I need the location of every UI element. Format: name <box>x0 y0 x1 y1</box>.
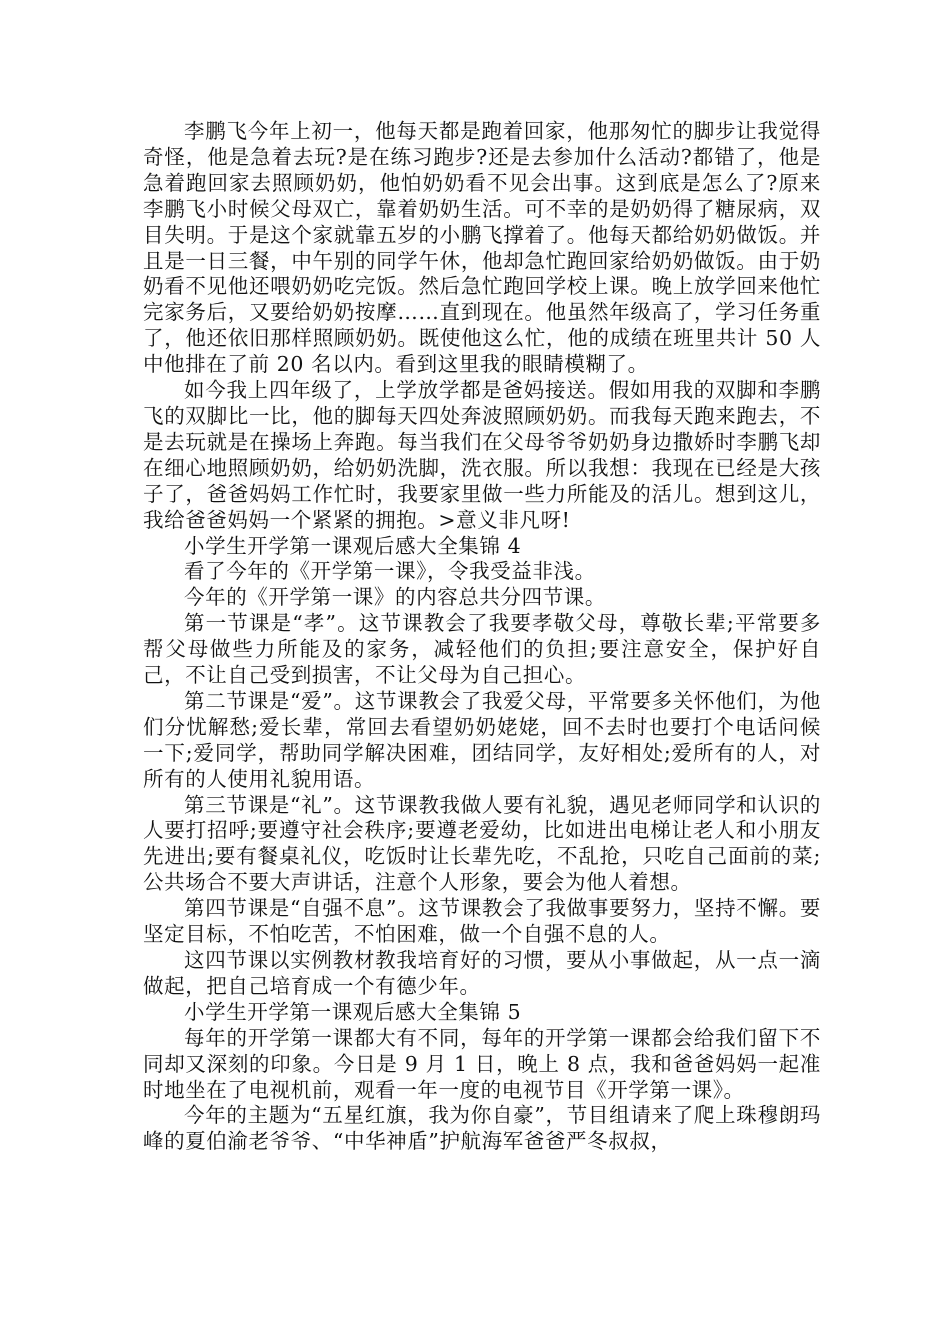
paragraph: 每年的开学第一课都大有不同，每年的开学第一课都会给我们留下不同却又深刻的印象。今日是 9 月 1 日，晚上 8 点，我和爸爸妈妈一起准时地坐在了电视机前，观看一年一度的电视节目《开学第一课》。 <box>143 1025 821 1102</box>
paragraph: 今年的《开学第一课》的内容总共分四节课。 <box>184 585 606 610</box>
paragraph: 第一节课是“孝”。这节课教会了我要孝敬父母，尊敬长辈;平常要多帮父母做些力所能及的家务，减轻他们的负担;要注意安全，保护好自己，不让自己受到损害，不让父母为自己担心。 <box>143 611 821 688</box>
paragraph: 第二节课是“爱”。这节课教会了我爱父母，平常要多关怀他们，为他们分忧解愁;爱长辈，常回去看望奶奶姥姥，回不去时也要打个电话问候一下;爱同学，帮助同学解决困难，团结同学，友好相处;爱所有的人，对所有的人使用礼貌用语。 <box>143 688 821 791</box>
paragraph: 这四节课以实例教材教我培育好的习惯，要从小事做起，从一点一滴做起，把自己培育成一个有德少年。 <box>143 948 821 998</box>
paragraph: 第四节课是“自强不息”。这节课教会了我做事要努力，坚持不懈。要坚定目标，不怕吃苦，不怕困难，做一个自强不息的人。 <box>143 896 821 947</box>
paragraph: 李鹏飞今年上初一，他每天都是跑着回家，他那匆忙的脚步让我觉得奇怪，他是急着去玩?是在练习跑步?还是去参加什么活动?都错了，他是急着跑回家去照顾奶奶，他怕奶奶看不见会出事。这到底是怎么了?原来李鹏飞小时候父母双亡，靠着奶奶生活。可不幸的是奶奶得了糖尿病，双目失明。于是这个家就靠五岁的小鹏飞撑着了。他每天都给奶奶做饭。并且是一日三餐，中午别的同学午休，他却急忙跑回家给奶奶做饭。由于奶奶看不见他还喂奶奶吃完饭。然后急忙跑回学校上课。晚上放学回来他忙完家务后，又要给奶奶按摩……直到现在。他虽然年级高了，学习任务重了，他还依旧那样照顾奶奶。既使他这么忙，他的成绩在班里共计 50 人中他排在了前 20 名以内。看到这里我的眼睛模糊了。 <box>143 119 821 377</box>
section-heading: 小学生开学第一课观后感大全集锦 4 <box>184 533 522 558</box>
paragraph: 第三节课是“礼”。这节课教我做人要有礼貌，遇见老师同学和认识的人要打招呼;要遵守社会秩序;要遵老爱幼，比如进出电梯让老人和小朋友先进出;要有餐桌礼仪，吃饭时让长辈先吃，不乱抢，只吃自己面前的菜;公共场合不要大声讲话，注意个人形象，要会为他人着想。 <box>143 792 821 895</box>
document-body <box>143 119 821 1155</box>
paragraph: 今年的主题为“五星红旗，我为你自豪”，节目组请来了爬上珠穆朗玛峰的夏伯渝老爷爷、“中华神盾”护航海军爸爸严冬叔叔， <box>143 1103 821 1154</box>
section-heading: 小学生开学第一课观后感大全集锦 5 <box>184 999 522 1024</box>
paragraph: 如今我上四年级了，上学放学都是爸妈接送。假如用我的双脚和李鹏飞的双脚比一比，他的脚每天四处奔波照顾奶奶。而我每天跑来跑去，不是去玩就是在操场上奔跑。每当我们在父母爷爷奶奶身边撒娇时李鹏飞却在细心地照顾奶奶，给奶奶洗脚，洗衣服。所以我想：我现在已经是大孩子了，爸爸妈妈工作忙时，我要家里做一些力所能及的活儿。想到这儿，我给爸爸妈妈一个紧紧的拥抱。>意义非凡呀! <box>143 378 821 532</box>
paragraph: 看了今年的《开学第一课》，令我受益非浅。 <box>184 559 596 584</box>
